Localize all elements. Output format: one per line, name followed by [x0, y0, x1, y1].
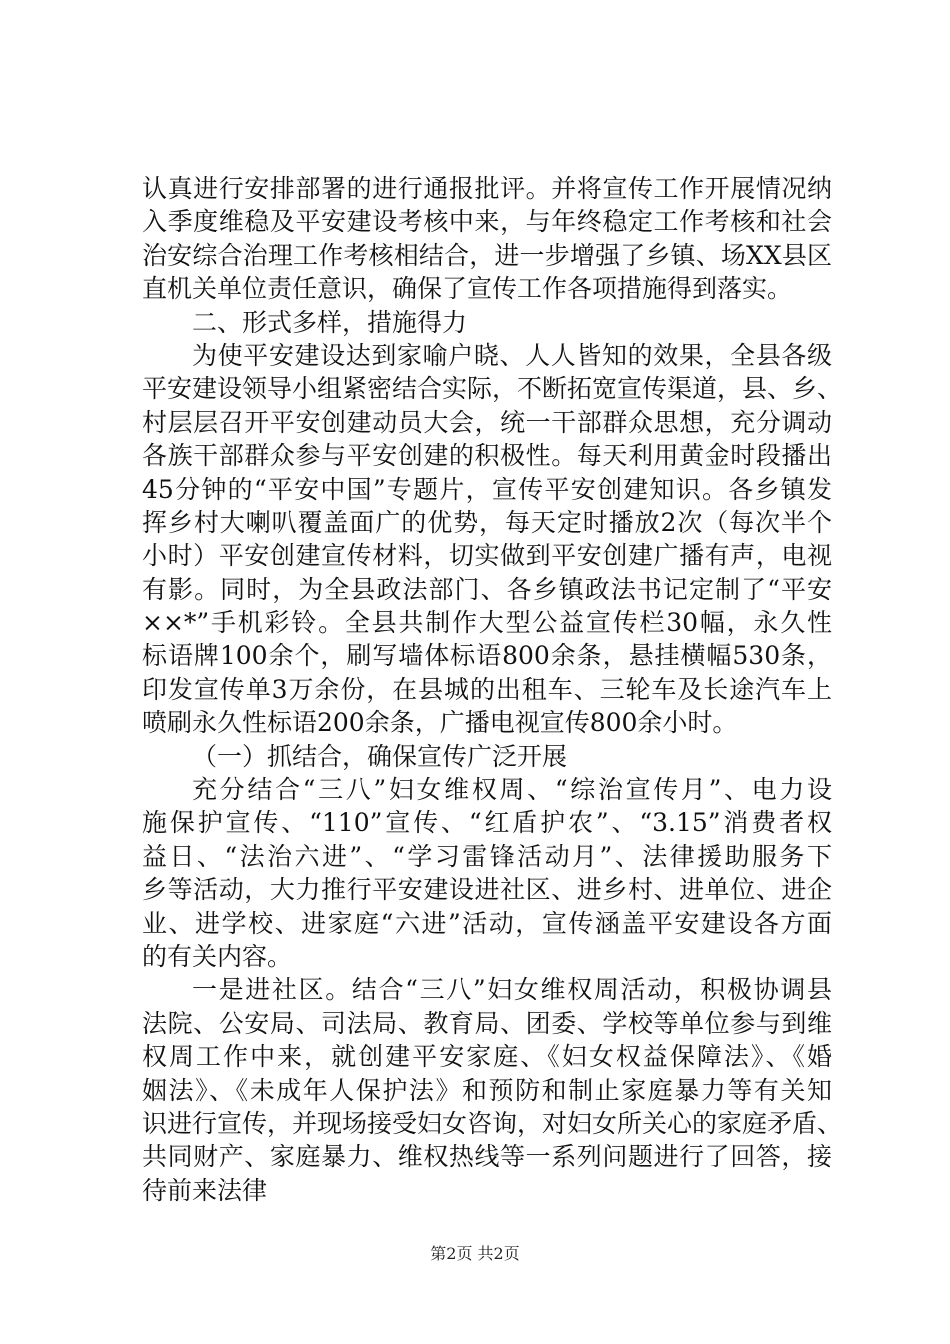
text-line: 治安综合治理工作考核相结合，进一步增强了乡镇、场XX县区: [142, 240, 832, 270]
page-footer: 第2页 共2页: [430, 1244, 520, 1263]
text-line: 法院、公安局、司法局、教育局、团委、学校等单位参与到维: [142, 1008, 832, 1038]
text-line: 姻法》、《未成年人保护法》和预防和制止家庭暴力等有关知: [142, 1075, 832, 1105]
text-line: 认真进行安排部署的进行通报批评。并将宣传工作开展情况纳: [142, 174, 832, 203]
text-line: 充分结合“三八”妇女维权周、“综治宣传月”、电力设: [192, 775, 832, 805]
text-line: 为使平安建设达到家喻户晓、人人皆知的效果，全县各级: [192, 340, 832, 370]
section-heading: 二、形式多样，措施得力: [192, 307, 468, 337]
text-line: 益日、“法治六进”、“学习雷锋活动月”、法律援助服务下: [142, 841, 832, 871]
text-line: 村层层召开平安创建动员大会，统一干部群众思想，充分调动: [142, 407, 832, 437]
text-line: 识进行宣传，并现场接受妇女咨询，对妇女所关心的家庭矛盾、: [142, 1108, 843, 1138]
text-line: 45分钟的“平安中国”专题片，宣传平安创建知识。各乡镇发: [142, 474, 832, 504]
text-line: 施保护宣传、“110”宣传、“红盾护农”、“3.15”消费者权: [142, 808, 832, 838]
text-line: 乡等活动，大力推行平安建设进社区、进乡村、进单位、进企: [142, 875, 832, 905]
text-line: 挥乡村大喇叭覆盖面广的优势，每天定时播放2次（每次半个: [142, 507, 832, 537]
text-line: 印发宣传单3万余份，在县城的出租车、三轮车及长途汽车上: [142, 674, 832, 704]
text-line: 待前来法律: [142, 1175, 268, 1205]
text-line: ××*”手机彩铃。全县共制作大型公益宣传栏30幅，永久性: [142, 608, 832, 638]
text-line: 一是进社区。结合“三八”妇女维权周活动，积极协调县: [192, 975, 832, 1005]
text-line: 直机关单位责任意识，确保了宣传工作各项措施得到落实。: [142, 274, 793, 304]
document-body: [142, 172, 843, 1207]
text-line: 权周工作中来，就创建平安家庭、《妇女权益保障法》、《婚: [142, 1042, 832, 1072]
text-line: 标语牌100余个，刷写墙体标语800余条，悬挂横幅530条，: [142, 641, 832, 671]
text-line: 业、进学校、进家庭“六进”活动，宣传涵盖平安建设各方面: [142, 908, 832, 938]
text-line: 喷刷永久性标语200余条，广播电视宣传800余小时。: [142, 708, 738, 738]
text-line: 入季度维稳及平安建设考核中来，与年终稳定工作考核和社会: [142, 207, 832, 237]
text-line: 小时）平安创建宣传材料，切实做到平安创建广播有声，电视: [142, 541, 832, 571]
text-line: 平安建设领导小组紧密结合实际，不断拓宽宣传渠道，县、乡、: [142, 374, 843, 404]
text-line: 的有关内容。: [142, 941, 293, 971]
subsection-heading: （一）抓结合，确保宣传广泛开展: [192, 741, 568, 771]
text-line: 有影。同时，为全县政法部门、各乡镇政法书记定制了“平安: [142, 574, 832, 604]
text-line: 各族干部群众参与平安创建的积极性。每天利用黄金时段播出: [142, 441, 832, 471]
text-line: 共同财产、家庭暴力、维权热线等一系列问题进行了回答，接: [142, 1142, 832, 1172]
